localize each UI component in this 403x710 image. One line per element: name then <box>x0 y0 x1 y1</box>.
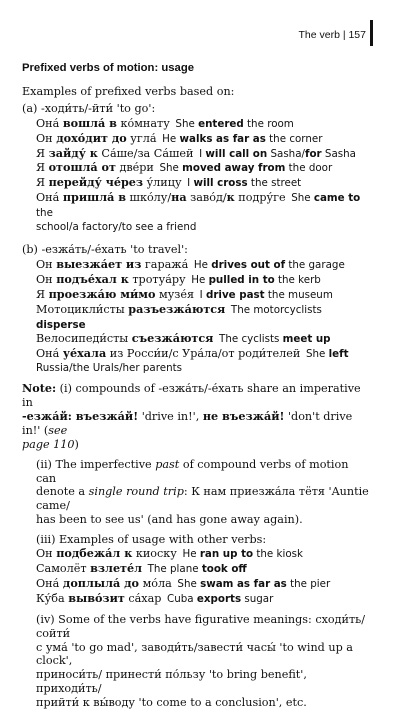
ru-pre: Она́ <box>36 116 63 130</box>
english-gloss <box>199 148 356 160</box>
example-item <box>36 273 370 288</box>
ru-pre: Я <box>36 161 49 175</box>
english-gloss <box>200 289 333 301</box>
ru-post: гаража́ <box>141 257 189 271</box>
example-item <box>36 176 370 191</box>
part-a-label: (a) -ходи́ть/-йти́ 'to go': <box>22 101 156 115</box>
ru-pre: Самолёт <box>36 562 91 575</box>
ru-pre: Я <box>36 176 49 190</box>
example-item <box>36 332 370 347</box>
part-iii-label: (iii) Examples of usage with other verbs: <box>36 533 267 547</box>
ru-pre: Он <box>36 272 57 286</box>
en-text: I <box>187 177 194 190</box>
en-text: The plane <box>147 563 202 575</box>
english-gloss <box>167 593 273 605</box>
note-text-3-italic: page 110 <box>22 437 75 451</box>
ru-pre: Ку́ба <box>36 591 69 605</box>
english-gloss <box>177 578 330 590</box>
en-bold: moved away from <box>182 162 286 175</box>
ru-pre: Он <box>36 547 57 561</box>
english-gloss-continued: Russia/the Urals/her parents <box>36 362 183 375</box>
ru-bold: пришла́ в <box>62 190 126 205</box>
example-item <box>36 117 370 132</box>
example-item <box>36 288 370 303</box>
example-item <box>36 147 370 162</box>
en-bold: drives out of <box>211 258 286 271</box>
example-item <box>36 592 370 607</box>
ru-pre: Она́ <box>36 191 63 205</box>
ru-bold: подъе́хал к <box>56 271 129 286</box>
ru-post: две́ри <box>115 161 154 175</box>
ru-bold: съезжа́ются <box>131 331 214 346</box>
en-bold: exports <box>196 592 242 605</box>
en-text: Sasha <box>321 147 356 160</box>
part-b-examples <box>22 258 370 376</box>
ru-bold: вошла́ в <box>62 115 117 130</box>
paragraph-ii <box>36 458 370 528</box>
russian-text <box>36 176 182 189</box>
en-bold: will cross <box>193 177 248 190</box>
ru-pre: Он <box>36 131 57 145</box>
en-text: the door <box>285 162 333 175</box>
en-text: He <box>162 132 180 145</box>
russian-text <box>36 592 161 605</box>
en-text: She <box>177 577 201 590</box>
en-text: the kiosk <box>253 548 303 561</box>
example-item <box>36 562 370 577</box>
para-ii-line-2-pre: denote a <box>36 485 89 499</box>
english-gloss <box>159 162 332 174</box>
russian-text <box>36 288 194 301</box>
note-label: Note: <box>22 381 57 396</box>
en-bold: meet up <box>282 333 331 346</box>
ru-bold: разъезжа́ются <box>128 301 226 316</box>
en-text: He <box>193 258 212 271</box>
ru-post-3: подру́ге <box>234 191 286 205</box>
ru-bold: проезжа́ю ми́мо <box>48 286 156 301</box>
ru-pre: Я <box>36 146 49 160</box>
para-iv-line-1: (iv) Some of the verbs have figurative meanings: сходи́ть/сойти́ <box>36 612 366 640</box>
russian-text <box>36 273 186 286</box>
note-text-2-bold2: не въезжа́й! <box>202 408 285 423</box>
example-item <box>36 191 370 235</box>
ru-bold: выезжа́ет из <box>56 256 142 271</box>
en-text: Cuba <box>167 592 197 605</box>
part-b-label: (b) -езжа́ть/-е́хать 'to travel': <box>22 242 188 256</box>
ru-bold-2: на <box>171 190 187 205</box>
para-ii-line-2-post: : К нам приезжа́ла тётя 'Auntie came/ <box>36 485 369 513</box>
para-iv-line-4: прийти́ к вы́воду 'to come to a conclusion', etc. <box>36 696 307 710</box>
en-bold: came to <box>313 192 361 205</box>
ru-bold: доплыла́ до <box>62 575 140 590</box>
para-ii-line-1-italic: past <box>155 457 180 471</box>
example-item <box>36 577 370 592</box>
ru-post: са́хар <box>124 591 162 605</box>
ru-post: из Росси́и/с Ура́ла/от роди́телей <box>106 347 301 361</box>
ru-post: киоску <box>132 547 177 561</box>
para-ii-line-1-pre: (ii) The imperfective <box>36 457 156 471</box>
en-text: the <box>36 207 53 220</box>
example-item <box>36 132 370 147</box>
en-text: the corner <box>265 132 323 145</box>
russian-text <box>36 161 154 174</box>
intro-text: Examples of prefixed verbs based on: <box>22 84 235 98</box>
ru-bold: уе́хала <box>62 346 107 361</box>
para-iv-line-2: с ума́ 'to go mad', заводи́ть/завести́ часы́ 'to wind up a clock', <box>36 640 353 668</box>
example-item <box>36 303 370 333</box>
en-text: She <box>291 192 314 205</box>
page-body <box>22 62 370 710</box>
en-text: Sasha/ <box>267 147 305 160</box>
running-header-text: The verb | 157 <box>298 29 366 41</box>
en-bold: swam as far as <box>200 577 287 590</box>
ru-post: угла́ <box>126 131 157 145</box>
russian-text <box>36 147 194 160</box>
note-text-2-italic: see <box>48 423 68 437</box>
note-text-2b: 'don't drive in!' ( <box>22 409 353 437</box>
ru-pre: Мотоцикли́сты <box>36 302 129 316</box>
russian-text <box>36 347 300 360</box>
part-iii-examples <box>22 547 370 607</box>
example-item <box>36 258 370 273</box>
ru-bold: перейду́ че́рез <box>48 175 144 190</box>
ru-post: шко́лу/ <box>126 191 172 205</box>
english-gloss-continued: school/a factory/to see a friend <box>36 221 197 234</box>
note-text-3: ) <box>74 437 79 451</box>
english-gloss <box>194 259 345 271</box>
english-gloss <box>162 133 322 145</box>
ru-bold: дохо́дит до <box>56 130 127 145</box>
english-gloss <box>187 177 301 189</box>
part-a-examples <box>22 117 370 235</box>
en-text: I <box>199 147 206 160</box>
russian-text <box>36 258 188 271</box>
en-text: The motorcyclists <box>230 303 322 316</box>
ru-bold: взлете́л <box>90 561 142 575</box>
en-bold: for <box>305 147 322 160</box>
en-text: The cyclists <box>219 333 283 346</box>
note-text-2-bold: -езжа́й: въезжа́й! <box>22 408 139 423</box>
ru-bold-3: к <box>226 190 235 205</box>
en-bold: ran up to <box>199 548 254 561</box>
en-text: He <box>182 548 200 561</box>
ru-pre: Велосипеди́сты <box>36 332 132 346</box>
note-text-1: (i) compounds of -езжа́ть/-е́хать share an imperative in <box>22 382 361 410</box>
ru-post: Са́ше/за Са́шей <box>97 146 194 160</box>
en-bold: drive past <box>205 288 265 301</box>
russian-text <box>36 577 172 590</box>
ru-post: тротуа́ру <box>128 272 186 286</box>
russian-text <box>36 547 177 560</box>
section-title: Prefixed verbs of motion: usage <box>22 62 195 74</box>
ru-post: музе́я <box>155 287 195 301</box>
en-bold: left <box>328 348 349 361</box>
para-iv-line-3: приноси́ть/ принести́ по́льзу 'to bring benefit', приходи́ть/ <box>36 668 307 696</box>
en-bold: entered <box>198 117 244 130</box>
en-bold: will call on <box>205 147 268 160</box>
ru-pre: Она́ <box>36 347 63 361</box>
en-text: the street <box>247 177 302 190</box>
en-text: I <box>199 288 206 301</box>
russian-text <box>36 332 213 345</box>
russian-text <box>36 562 142 575</box>
en-text: She <box>305 348 329 361</box>
russian-text <box>36 117 170 130</box>
para-ii-line-2-italic: single round trip <box>88 485 184 499</box>
en-text: She <box>159 162 183 175</box>
english-gloss <box>306 348 349 360</box>
ru-bold: подбежа́л к <box>56 546 133 561</box>
ru-pre: Он <box>36 257 57 271</box>
en-text: the kerb <box>274 273 321 286</box>
english-gloss <box>148 563 247 575</box>
note-text-2: 'drive in!', <box>138 409 203 423</box>
english-gloss <box>219 333 331 345</box>
note-paragraph <box>22 382 370 452</box>
russian-text <box>36 303 225 316</box>
english-gloss <box>175 118 293 130</box>
russian-text <box>36 132 157 145</box>
header-rule <box>370 20 373 46</box>
ru-bold: отошла́ от <box>48 160 116 175</box>
running-header <box>298 20 373 46</box>
example-item <box>36 161 370 176</box>
ru-post: мо́ла <box>139 576 172 590</box>
paragraph-iv <box>36 613 370 710</box>
en-text: the pier <box>286 577 331 590</box>
en-bold: pulled in to <box>208 273 275 286</box>
para-ii-line-3: has been to see us' (and has gone away again). <box>36 513 303 527</box>
english-gloss <box>182 548 303 560</box>
en-text: He <box>191 273 209 286</box>
ru-bold: выво́зит <box>68 590 125 605</box>
en-text: the museum <box>264 288 333 301</box>
en-text: She <box>175 117 199 130</box>
english-gloss <box>191 274 321 286</box>
example-item <box>36 547 370 562</box>
en-text: the room <box>243 117 294 130</box>
en-text: sugar <box>241 592 274 605</box>
ru-post-2: заво́д/ <box>186 191 227 205</box>
russian-text <box>36 191 286 204</box>
en-text: the garage <box>285 258 345 271</box>
ru-pre: Она́ <box>36 576 63 590</box>
para-ii-line-1-post: of compound verbs of motion can <box>36 457 349 485</box>
en-bold: took off <box>201 563 247 575</box>
en-bold: walks as far as <box>179 132 266 145</box>
example-item <box>36 347 370 376</box>
en-bold: disperse <box>36 318 86 331</box>
ru-post: у́лицу <box>143 176 182 190</box>
ru-pre: Я <box>36 287 49 301</box>
ru-bold: зайду́ к <box>48 145 98 160</box>
ru-post: ко́мнату <box>116 116 170 130</box>
